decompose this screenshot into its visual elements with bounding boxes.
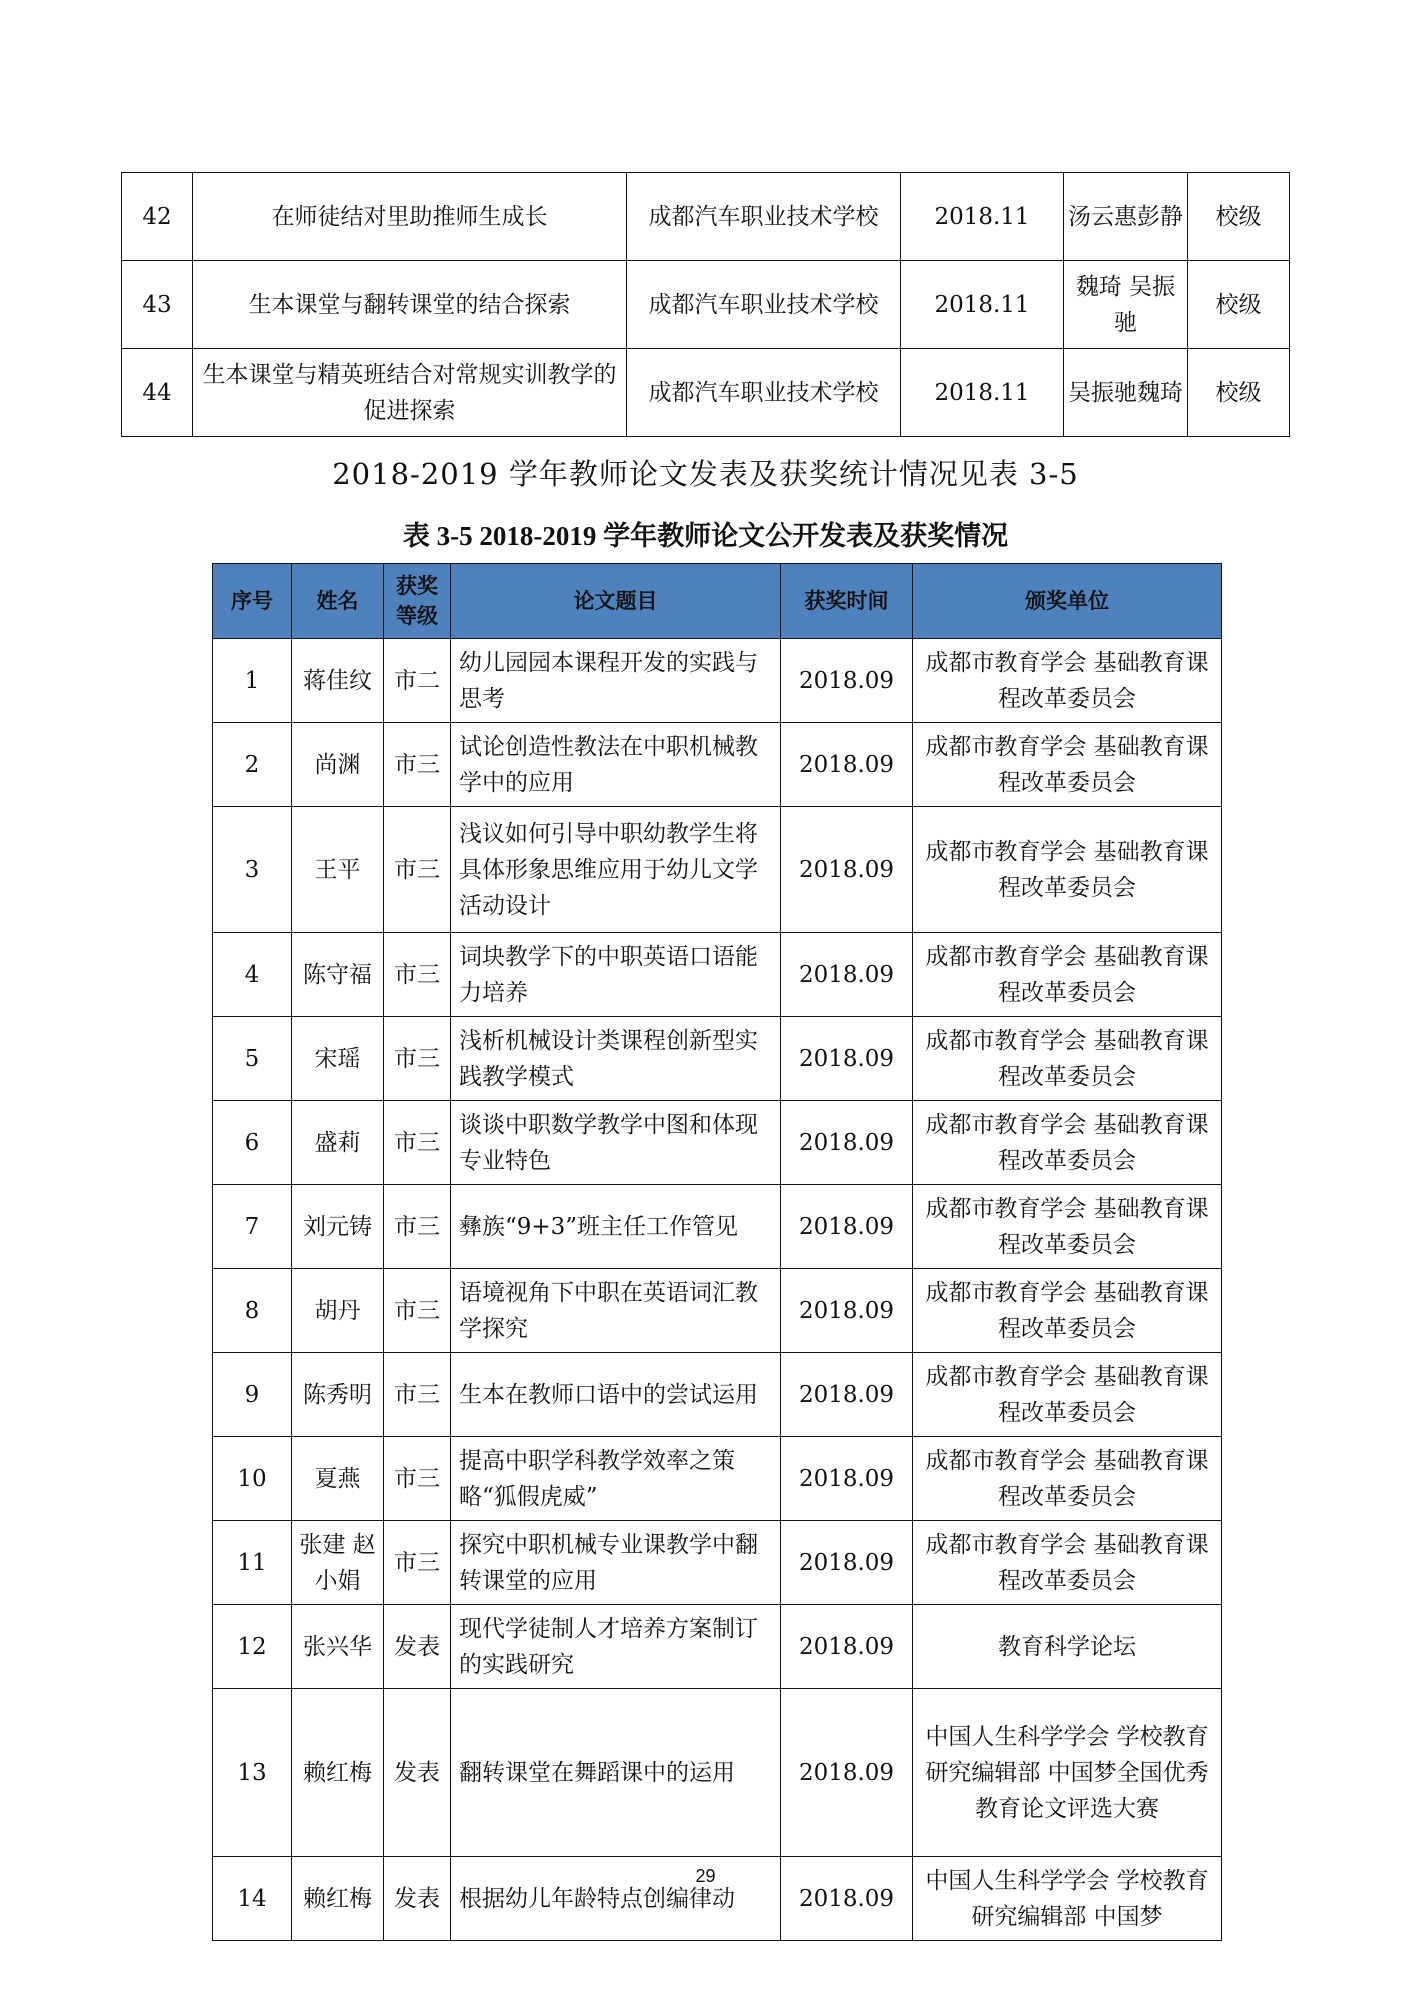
cell-no: 7	[213, 1185, 292, 1269]
cell-school: 成都汽车职业技术学校	[627, 261, 901, 349]
cell-org: 成都市教育学会 基础教育课程改革委员会	[913, 1437, 1222, 1521]
cell-level: 发表	[384, 1857, 451, 1941]
table-title: 表 3-5 2018-2019 学年教师论文公开发表及获奖情况	[402, 521, 1009, 551]
table-row	[122, 261, 1290, 349]
cell-no: 5	[213, 1017, 292, 1101]
cell-time: 2018.09	[781, 723, 913, 807]
cell-no: 9	[213, 1353, 292, 1437]
cell-level: 市三	[384, 1269, 451, 1353]
section-caption: 2018-2019 学年教师论文发表及获奖统计情况见表 3-5	[332, 457, 1079, 491]
cell-name: 陈守福	[292, 933, 384, 1017]
cell-level: 校级	[1188, 349, 1290, 437]
cell-school: 成都汽车职业技术学校	[627, 173, 901, 261]
cell-level: 市三	[384, 807, 451, 933]
cell-no: 8	[213, 1269, 292, 1353]
cell-level: 校级	[1188, 261, 1290, 349]
cell-no: 1	[213, 639, 292, 723]
cell-level: 市三	[384, 1017, 451, 1101]
cell-authors: 汤云惠彭静	[1064, 173, 1188, 261]
continued-table-body	[122, 173, 1290, 437]
cell-topic: 翻转课堂在舞蹈课中的运用	[451, 1689, 781, 1857]
table-row	[213, 1689, 1222, 1857]
cell-time: 2018.09	[781, 807, 913, 933]
cell-no: 2	[213, 723, 292, 807]
cell-org: 成都市教育学会 基础教育课程改革委员会	[913, 1269, 1222, 1353]
cell-time: 2018.09	[781, 933, 913, 1017]
cell-org: 教育科学论坛	[913, 1605, 1222, 1689]
cell-name: 蒋佳纹	[292, 639, 384, 723]
header-time: 获奖时间	[781, 564, 913, 639]
cell-topic: 探究中职机械专业课教学中翻转课堂的应用	[451, 1521, 781, 1605]
cell-level: 市二	[384, 639, 451, 723]
header-name: 姓名	[292, 564, 384, 639]
cell-topic: 幼儿园园本课程开发的实践与思考	[451, 639, 781, 723]
cell-no: 3	[213, 807, 292, 933]
header-org: 颁奖单位	[913, 564, 1222, 639]
cell-name: 王平	[292, 807, 384, 933]
cell-time: 2018.09	[781, 1269, 913, 1353]
cell-authors: 吴振驰魏琦	[1064, 349, 1188, 437]
awards-table	[212, 563, 1222, 1941]
table-row	[213, 723, 1222, 807]
cell-level: 市三	[384, 723, 451, 807]
cell-level: 市三	[384, 1437, 451, 1521]
cell-name: 张建 赵小娟	[292, 1521, 384, 1605]
table-row	[213, 1185, 1222, 1269]
page-number: 29	[695, 1866, 716, 1886]
table-row	[213, 1521, 1222, 1605]
cell-org: 成都市教育学会 基础教育课程改革委员会	[913, 1101, 1222, 1185]
cell-level: 市三	[384, 933, 451, 1017]
cell-org: 成都市教育学会 基础教育课程改革委员会	[913, 1185, 1222, 1269]
cell-no: 14	[213, 1857, 292, 1941]
cell-time: 2018.09	[781, 1185, 913, 1269]
cell-title: 生本课堂与精英班结合对常规实训教学的促进探索	[193, 349, 627, 437]
cell-no: 6	[213, 1101, 292, 1185]
cell-time: 2018.09	[781, 1353, 913, 1437]
awards-table-body	[213, 639, 1222, 1941]
cell-name: 赖红梅	[292, 1857, 384, 1941]
cell-org: 中国人生科学学会 学校教育研究编辑部 中国梦	[913, 1857, 1222, 1941]
cell-org: 成都市教育学会 基础教育课程改革委员会	[913, 639, 1222, 723]
cell-time: 2018.09	[781, 1689, 913, 1857]
cell-org: 成都市教育学会 基础教育课程改革委员会	[913, 807, 1222, 933]
cell-date: 2018.11	[901, 261, 1064, 349]
cell-topic: 浅析机械设计类课程创新型实践教学模式	[451, 1017, 781, 1101]
cell-topic: 试论创造性教法在中职机械教学中的应用	[451, 723, 781, 807]
cell-topic: 语境视角下中职在英语词汇教学探究	[451, 1269, 781, 1353]
cell-time: 2018.09	[781, 1017, 913, 1101]
cell-name: 尚渊	[292, 723, 384, 807]
cell-topic: 根据幼儿年龄特点创编律动	[451, 1857, 781, 1941]
table-row	[213, 1437, 1222, 1521]
table-row	[122, 173, 1290, 261]
cell-title: 在师徒结对里助推师生成长	[193, 173, 627, 261]
cell-level: 市三	[384, 1521, 451, 1605]
cell-no: 44	[122, 349, 193, 437]
cell-date: 2018.11	[901, 173, 1064, 261]
cell-level: 发表	[384, 1689, 451, 1857]
table-row	[122, 349, 1290, 437]
awards-table-header	[213, 564, 1222, 639]
cell-org: 成都市教育学会 基础教育课程改革委员会	[913, 1353, 1222, 1437]
cell-no: 10	[213, 1437, 292, 1521]
cell-topic: 生本在教师口语中的尝试运用	[451, 1353, 781, 1437]
cell-org: 成都市教育学会 基础教育课程改革委员会	[913, 723, 1222, 807]
cell-time: 2018.09	[781, 639, 913, 723]
cell-org: 成都市教育学会 基础教育课程改革委员会	[913, 1017, 1222, 1101]
cell-name: 张兴华	[292, 1605, 384, 1689]
cell-time: 2018.09	[781, 1857, 913, 1941]
table-row	[213, 1353, 1222, 1437]
cell-topic: 提高中职学科教学效率之策略“狐假虎威”	[451, 1437, 781, 1521]
table-row	[213, 1017, 1222, 1101]
cell-topic: 谈谈中职数学教学中图和体现专业特色	[451, 1101, 781, 1185]
cell-no: 43	[122, 261, 193, 349]
cell-topic: 词块教学下的中职英语口语能力培养	[451, 933, 781, 1017]
cell-org: 成都市教育学会 基础教育课程改革委员会	[913, 1521, 1222, 1605]
table-row	[213, 807, 1222, 933]
cell-level: 市三	[384, 1353, 451, 1437]
cell-org: 成都市教育学会 基础教育课程改革委员会	[913, 933, 1222, 1017]
cell-time: 2018.09	[781, 1521, 913, 1605]
continued-table	[121, 172, 1290, 437]
table-row	[213, 1101, 1222, 1185]
cell-time: 2018.09	[781, 1605, 913, 1689]
cell-no: 42	[122, 173, 193, 261]
cell-level: 市三	[384, 1185, 451, 1269]
cell-name: 宋瑶	[292, 1017, 384, 1101]
cell-no: 4	[213, 933, 292, 1017]
cell-no: 12	[213, 1605, 292, 1689]
cell-level: 发表	[384, 1605, 451, 1689]
header-level: 获奖等级	[384, 564, 451, 639]
cell-name: 胡丹	[292, 1269, 384, 1353]
cell-topic: 彝族“9+3”班主任工作管见	[451, 1185, 781, 1269]
cell-school: 成都汽车职业技术学校	[627, 349, 901, 437]
cell-topic: 现代学徒制人才培养方案制订的实践研究	[451, 1605, 781, 1689]
cell-title: 生本课堂与翻转课堂的结合探索	[193, 261, 627, 349]
table-row	[213, 933, 1222, 1017]
header-topic: 论文题目	[451, 564, 781, 639]
table-row	[213, 1605, 1222, 1689]
header-no: 序号	[213, 564, 292, 639]
cell-level: 市三	[384, 1101, 451, 1185]
cell-time: 2018.09	[781, 1437, 913, 1521]
cell-authors: 魏琦 吴振驰	[1064, 261, 1188, 349]
cell-no: 11	[213, 1521, 292, 1605]
cell-name: 陈秀明	[292, 1353, 384, 1437]
cell-time: 2018.09	[781, 1101, 913, 1185]
cell-date: 2018.11	[901, 349, 1064, 437]
cell-topic: 浅议如何引导中职幼教学生将具体形象思维应用于幼儿文学活动设计	[451, 807, 781, 933]
cell-org: 中国人生科学学会 学校教育研究编辑部 中国梦全国优秀教育论文评选大赛	[913, 1689, 1222, 1857]
table-row	[213, 639, 1222, 723]
cell-name: 刘元铸	[292, 1185, 384, 1269]
cell-name: 盛莉	[292, 1101, 384, 1185]
cell-no: 13	[213, 1689, 292, 1857]
table-row	[213, 1269, 1222, 1353]
cell-level: 校级	[1188, 173, 1290, 261]
cell-name: 夏燕	[292, 1437, 384, 1521]
cell-name: 赖红梅	[292, 1689, 384, 1857]
